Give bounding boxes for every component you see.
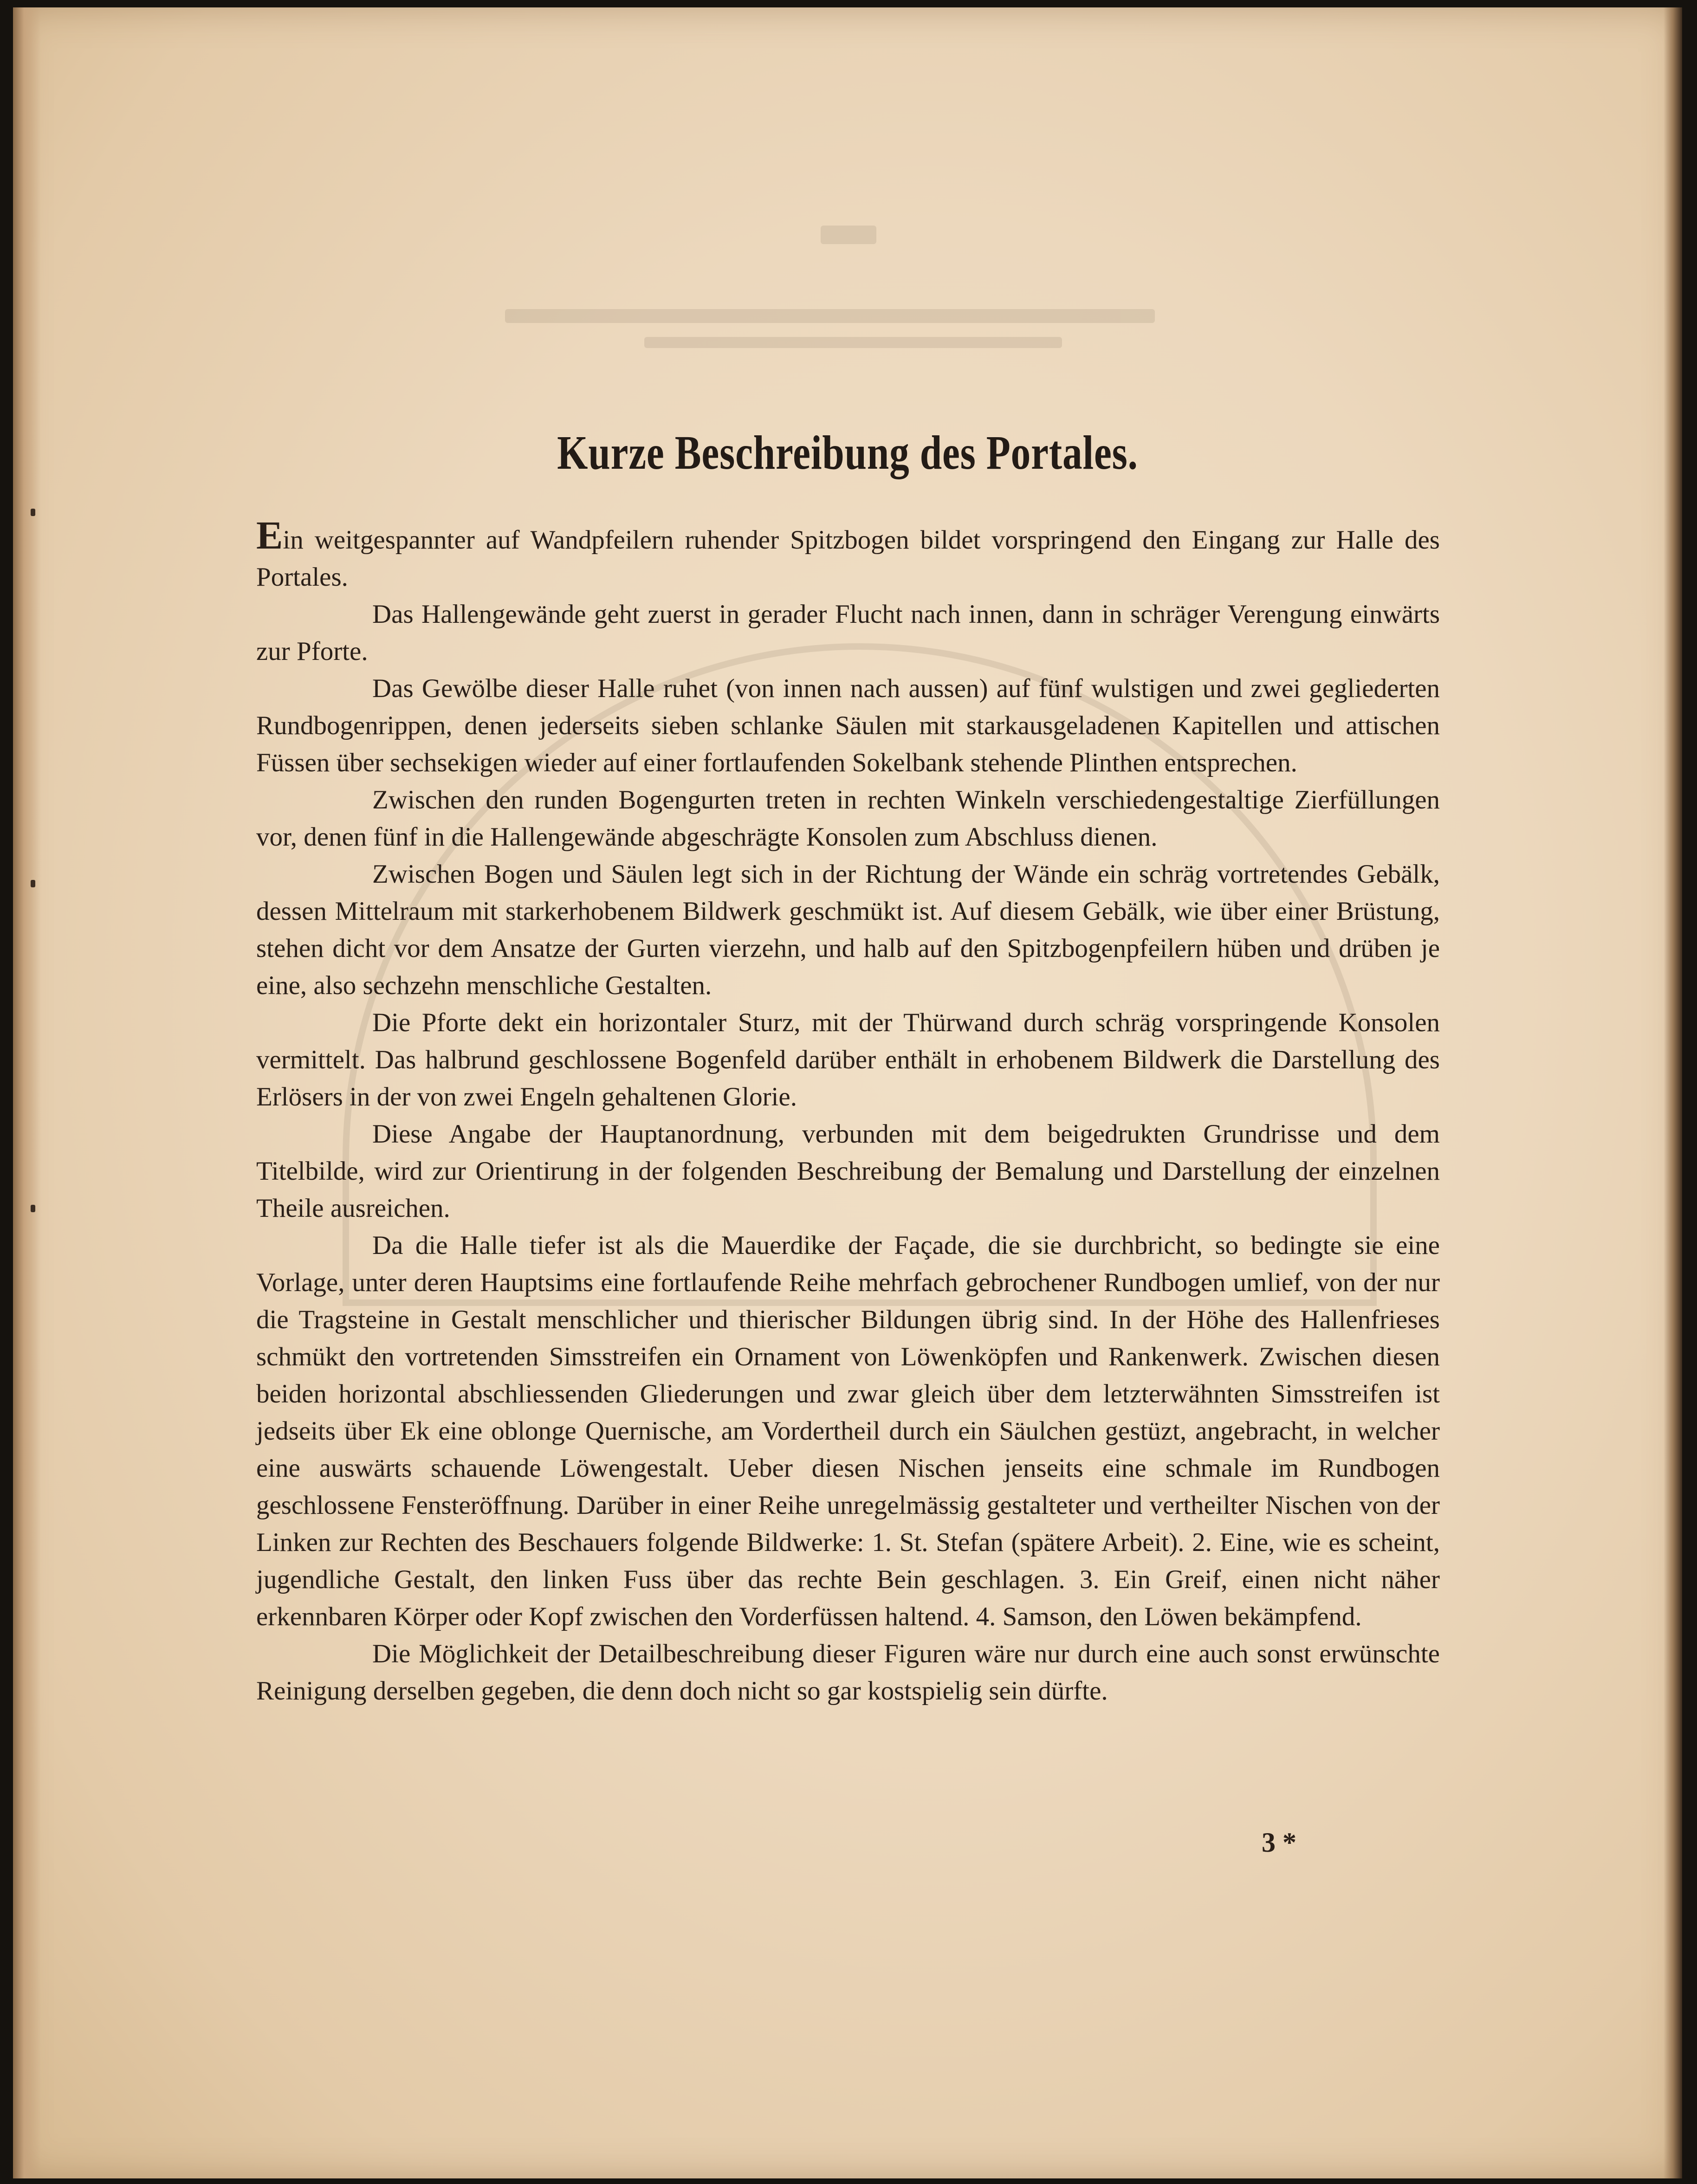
page-gutter-shadow: [13, 7, 41, 2178]
body-text: [256, 513, 1440, 1710]
paragraph: Da die Halle tiefer ist als die Mauerdike der Façade, die sie durchbricht, so bedingte sie eine Vorlage, unter deren Hauptsims eine fortlaufende Reihe mehrfach gebrochener Rundbogen umlief, von der nur die Tragsteine in Gestalt menschlicher und thierischer Bildungen übrig sind. In der Höhe des Hallenfrieses schmükt den vortretenden Simsstreifen ein Ornament von Löwenköpfen und Rankenwerk. Zwischen diesen beiden horizontal abschliessenden Gliederungen und zwar gleich über dem letzterwähnten Simsstreifen ist jedseits über Ek eine oblonge Quernische, am Vordertheil durch ein Säulchen gestüzt, angebracht, in welcher eine auswärts schauende Löwengestalt. Ueber diesen Nischen jenseits eine schmale im Rundbogen geschlossene Fensteröffnung. Darüber in einer Reihe unregelmässig gestalteter und vertheilter Nischen von der Linken zur Rechten des Beschauers folgende Bildwerke: 1. St. Stefan (spätere Arbeit). 2. Eine, wie es scheint, jugendliche Gestalt, den linken Fuss über das rechte Bein geschlagen. 3. Ein Greif, einen nicht näher erkennbaren Körper oder Kopf zwischen den Vorderfüssen haltend. 4. Samson, den Löwen bekämpfend.: [256, 1231, 1440, 1631]
margin-mark: [31, 509, 35, 516]
paragraph: Zwischen den runden Bogengurten treten in rechten Winkeln verschiedengestaltige Zierfüllungen vor, denen fünf in die Hallengewände abgeschrägte Konsolen zum Abschluss dienen.: [256, 785, 1440, 852]
paragraph: Diese Angabe der Hauptanordnung, verbunden mit dem beigedrukten Grundrisse und dem Titelbilde, wird zur Orientirung in der folgenden Beschreibung der Bemalung und Darstellung der einzelnen Theile ausreichen.: [256, 1119, 1440, 1223]
drop-cap: E: [256, 513, 283, 557]
paragraph: Das Hallengewände geht zuerst in gerader Flucht nach innen, dann in schräger Verengung einwärts zur Pforte.: [256, 600, 1440, 666]
book-page: [13, 7, 1682, 2178]
signature-mark: 3 *: [1262, 1827, 1296, 1858]
paragraph: Das Gewölbe dieser Halle ruhet (von innen nach aussen) auf fünf wulstigen und zwei gegliederten Rundbogenrippen, denen jederseits sieben schlanke Säulen mit starkausgeladenen Kapitellen und attischen Füssen über sechsekigen wieder auf einer fortlaufenden Sokelbank stehende Plinthen entsprechen.: [256, 674, 1440, 777]
page-edge-shadow: [1664, 7, 1682, 2178]
paragraph: Ein weitgespannter auf Wandpfeilern ruhender Spitzbogen bildet vorspringend den Eingang zur Halle des Portales.: [256, 513, 1440, 592]
paragraph: Zwischen Bogen und Säulen legt sich in der Richtung der Wände ein schräg vortretendes Gebälk, dessen Mittelraum mit starkerhobenem Bildwerk geschmükt ist. Auf diesem Gebälk, wie über einer Brüstung, stehen dicht vor dem Ansatze der Gurten vierzehn, und halb auf den Spitzbogenpfeilern hüben und drüben je eine, also sechzehn menschliche Gestalten.: [256, 859, 1440, 1000]
paragraph: Die Pforte dekt ein horizontaler Sturz, mit der Thürwand durch schräg vorspringende Konsolen vermittelt. Das halbrund geschlossene Bogenfeld darüber enthält in erhobenem Bildwerk die Darstellung des Erlösers in der von zwei Engeln gehaltenen Glorie.: [256, 1008, 1440, 1111]
page-title: Kurze Beschreibung des Portales.: [557, 426, 1138, 479]
margin-mark: [31, 1205, 35, 1212]
paragraph: Die Möglichkeit der Detailbeschreibung dieser Figuren wäre nur durch eine auch sonst erwünschte Reinigung derselben gegeben, die denn doch nicht so gar kostspielig sein dürfte.: [256, 1639, 1440, 1706]
margin-mark: [31, 880, 35, 887]
